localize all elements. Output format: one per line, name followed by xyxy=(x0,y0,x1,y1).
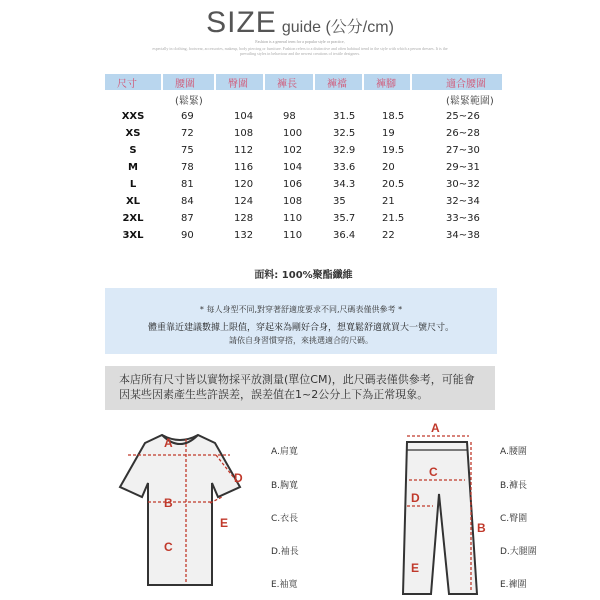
shirt-marker-c: C xyxy=(164,540,173,554)
unit-cell xyxy=(364,92,410,107)
size-table xyxy=(103,72,504,286)
table-row xyxy=(105,126,502,141)
shirt-label-e: E.袖寬 xyxy=(271,580,298,590)
header-hem: 褲腳 xyxy=(364,74,410,90)
cell-hem: 21.5 xyxy=(364,211,410,226)
shirt-label-d: D.袖長 xyxy=(271,547,299,557)
table-row xyxy=(105,160,502,175)
pants-label-d: D.大腿圍 xyxy=(500,547,537,557)
table-row xyxy=(105,211,502,226)
cell-length: 110 xyxy=(265,211,313,226)
disclaimer-line-1: 本店所有尺寸皆以實物採平放測量(單位CM)，此尺碼表僅供參考，可能會 xyxy=(119,373,475,386)
pants-label-e: E.褲圍 xyxy=(500,580,527,590)
unit-cell xyxy=(105,92,161,107)
pants-marker-e: E xyxy=(411,561,420,575)
tshirt-outline xyxy=(120,435,240,585)
cell-size: XL xyxy=(105,194,161,209)
cell-hem: 18.5 xyxy=(364,109,410,124)
cell-hip: 132 xyxy=(216,228,263,243)
cell-hem: 20.5 xyxy=(364,177,410,192)
pants-diagram xyxy=(385,422,495,600)
cell-waist: 81 xyxy=(163,177,214,192)
header-hip: 臀圍 xyxy=(216,74,263,90)
spacer-cell xyxy=(412,245,502,260)
cell-waist: 69 xyxy=(163,109,214,124)
cell-fit: 25~26 xyxy=(412,109,502,124)
table-row xyxy=(105,143,502,158)
pants-label-a: A.腰圍 xyxy=(500,447,527,457)
cell-length: 100 xyxy=(265,126,313,141)
note-line-3: 請依自身習慣穿搭，來挑選適合的尺碼。 xyxy=(229,336,373,345)
page-title xyxy=(0,6,600,40)
header-fit: 適合腰圍 xyxy=(412,74,502,90)
cell-hem: 22 xyxy=(364,228,410,243)
table-row xyxy=(105,194,502,209)
note-line-1: * 每人身型不同,對穿著舒適度要求不同,尺碼表僅供參考 * xyxy=(199,305,403,314)
pants-marker-c: C xyxy=(429,465,438,479)
unit-cell: (鬆緊範圍) xyxy=(412,92,502,107)
shirt-marker-d: D xyxy=(234,471,243,485)
subtitle-line-1: Fashion is a general term for a popular style or practice, xyxy=(255,39,345,44)
cell-size: 2XL xyxy=(105,211,161,226)
cell-fit: 33~36 xyxy=(412,211,502,226)
cell-rise: 35 xyxy=(315,194,362,209)
table-header-row xyxy=(105,74,502,90)
pants-marker-b: B xyxy=(477,521,486,535)
shirt-marker-e: E xyxy=(220,516,229,530)
shirt-label-a: A.肩寬 xyxy=(271,447,298,457)
header-length: 褲長 xyxy=(265,74,313,90)
cell-rise: 36.4 xyxy=(315,228,362,243)
cell-waist: 75 xyxy=(163,143,214,158)
cell-fit: 34~38 xyxy=(412,228,502,243)
cell-rise: 32.5 xyxy=(315,126,362,141)
cell-waist: 72 xyxy=(163,126,214,141)
tshirt-diagram xyxy=(100,425,260,597)
cell-length: 104 xyxy=(265,160,313,175)
cell-hem: 19 xyxy=(364,126,410,141)
disclaimer-line-2: 因某些因素產生些許誤差，誤差值在1~2公分上下為正常現象。 xyxy=(119,388,429,401)
notes-box xyxy=(105,288,497,354)
cell-rise: 31.5 xyxy=(315,109,362,124)
title-guide: guide (公分/cm) xyxy=(281,19,394,36)
cell-fit: 30~32 xyxy=(412,177,502,192)
note-line-2: 體重靠近建議數據上限值，穿起來為剛好合身，想寬鬆舒適就買大一號尺寸。 xyxy=(147,323,454,333)
spacer-cell xyxy=(216,245,263,260)
cell-fit: 26~28 xyxy=(412,126,502,141)
cell-hip: 104 xyxy=(216,109,263,124)
cell-fit: 29~31 xyxy=(412,160,502,175)
unit-cell: (鬆緊) xyxy=(163,92,214,107)
cell-rise: 35.7 xyxy=(315,211,362,226)
unit-cell xyxy=(315,92,362,107)
cell-length: 106 xyxy=(265,177,313,192)
unit-cell xyxy=(265,92,313,107)
cell-rise: 34.3 xyxy=(315,177,362,192)
header-rise: 褲襠 xyxy=(315,74,362,90)
cell-length: 110 xyxy=(265,228,313,243)
cell-fit: 27~30 xyxy=(412,143,502,158)
spacer-cell xyxy=(315,245,362,260)
cell-fit: 32~34 xyxy=(412,194,502,209)
cell-hip: 108 xyxy=(216,126,263,141)
spacer-cell xyxy=(163,245,214,260)
cell-hip: 128 xyxy=(216,211,263,226)
unit-row xyxy=(105,92,502,107)
cell-rise: 33.6 xyxy=(315,160,362,175)
cell-rise: 32.9 xyxy=(315,143,362,158)
cell-size: S xyxy=(105,143,161,158)
cell-hip: 124 xyxy=(216,194,263,209)
shirt-label-c: C.衣長 xyxy=(271,514,299,524)
cell-hem: 19.5 xyxy=(364,143,410,158)
table-row xyxy=(105,109,502,124)
title-size: SIZE xyxy=(206,6,277,39)
pants-label-b: B.褲長 xyxy=(500,481,528,491)
unit-cell xyxy=(216,92,263,107)
table-row xyxy=(105,228,502,243)
material-row xyxy=(105,262,502,284)
cell-length: 108 xyxy=(265,194,313,209)
cell-waist: 90 xyxy=(163,228,214,243)
subtitle-line-2: especially in clothing, footwear, accessories, makeup, body piercing or furniture. Fashion refers to a distinctive and often habitual trend in the style with which a person dresses. It is the prevailing styles in behaviour and the newest creations of textile designers. xyxy=(152,46,448,56)
cell-size: L xyxy=(105,177,161,192)
shirt-marker-b: B xyxy=(164,496,173,510)
pants-marker-a: A xyxy=(431,422,440,435)
material-text: 面料: 100%聚酯纖維 xyxy=(105,262,502,284)
cell-size: M xyxy=(105,160,161,175)
cell-length: 98 xyxy=(265,109,313,124)
spacer-row xyxy=(105,245,502,260)
pants-label-c: C.臀圍 xyxy=(500,514,528,524)
cell-waist: 87 xyxy=(163,211,214,226)
spacer-cell xyxy=(364,245,410,260)
pants-marker-d: D xyxy=(411,491,420,505)
shirt-marker-a: A xyxy=(164,436,173,450)
cell-hip: 112 xyxy=(216,143,263,158)
shirt-label-b: B.胸寬 xyxy=(271,481,299,491)
spacer-cell xyxy=(105,245,161,260)
cell-waist: 78 xyxy=(163,160,214,175)
cell-hip: 120 xyxy=(216,177,263,192)
header-waist: 腰圍 xyxy=(163,74,214,90)
cell-size: XXS xyxy=(105,109,161,124)
table-row xyxy=(105,177,502,192)
spacer-cell xyxy=(265,245,313,260)
header-size: 尺寸 xyxy=(105,74,161,90)
cell-waist: 84 xyxy=(163,194,214,209)
cell-hip: 116 xyxy=(216,160,263,175)
cell-size: 3XL xyxy=(105,228,161,243)
disclaimer-box xyxy=(105,366,495,410)
cell-hem: 21 xyxy=(364,194,410,209)
cell-hem: 20 xyxy=(364,160,410,175)
cell-length: 102 xyxy=(265,143,313,158)
cell-size: XS xyxy=(105,126,161,141)
